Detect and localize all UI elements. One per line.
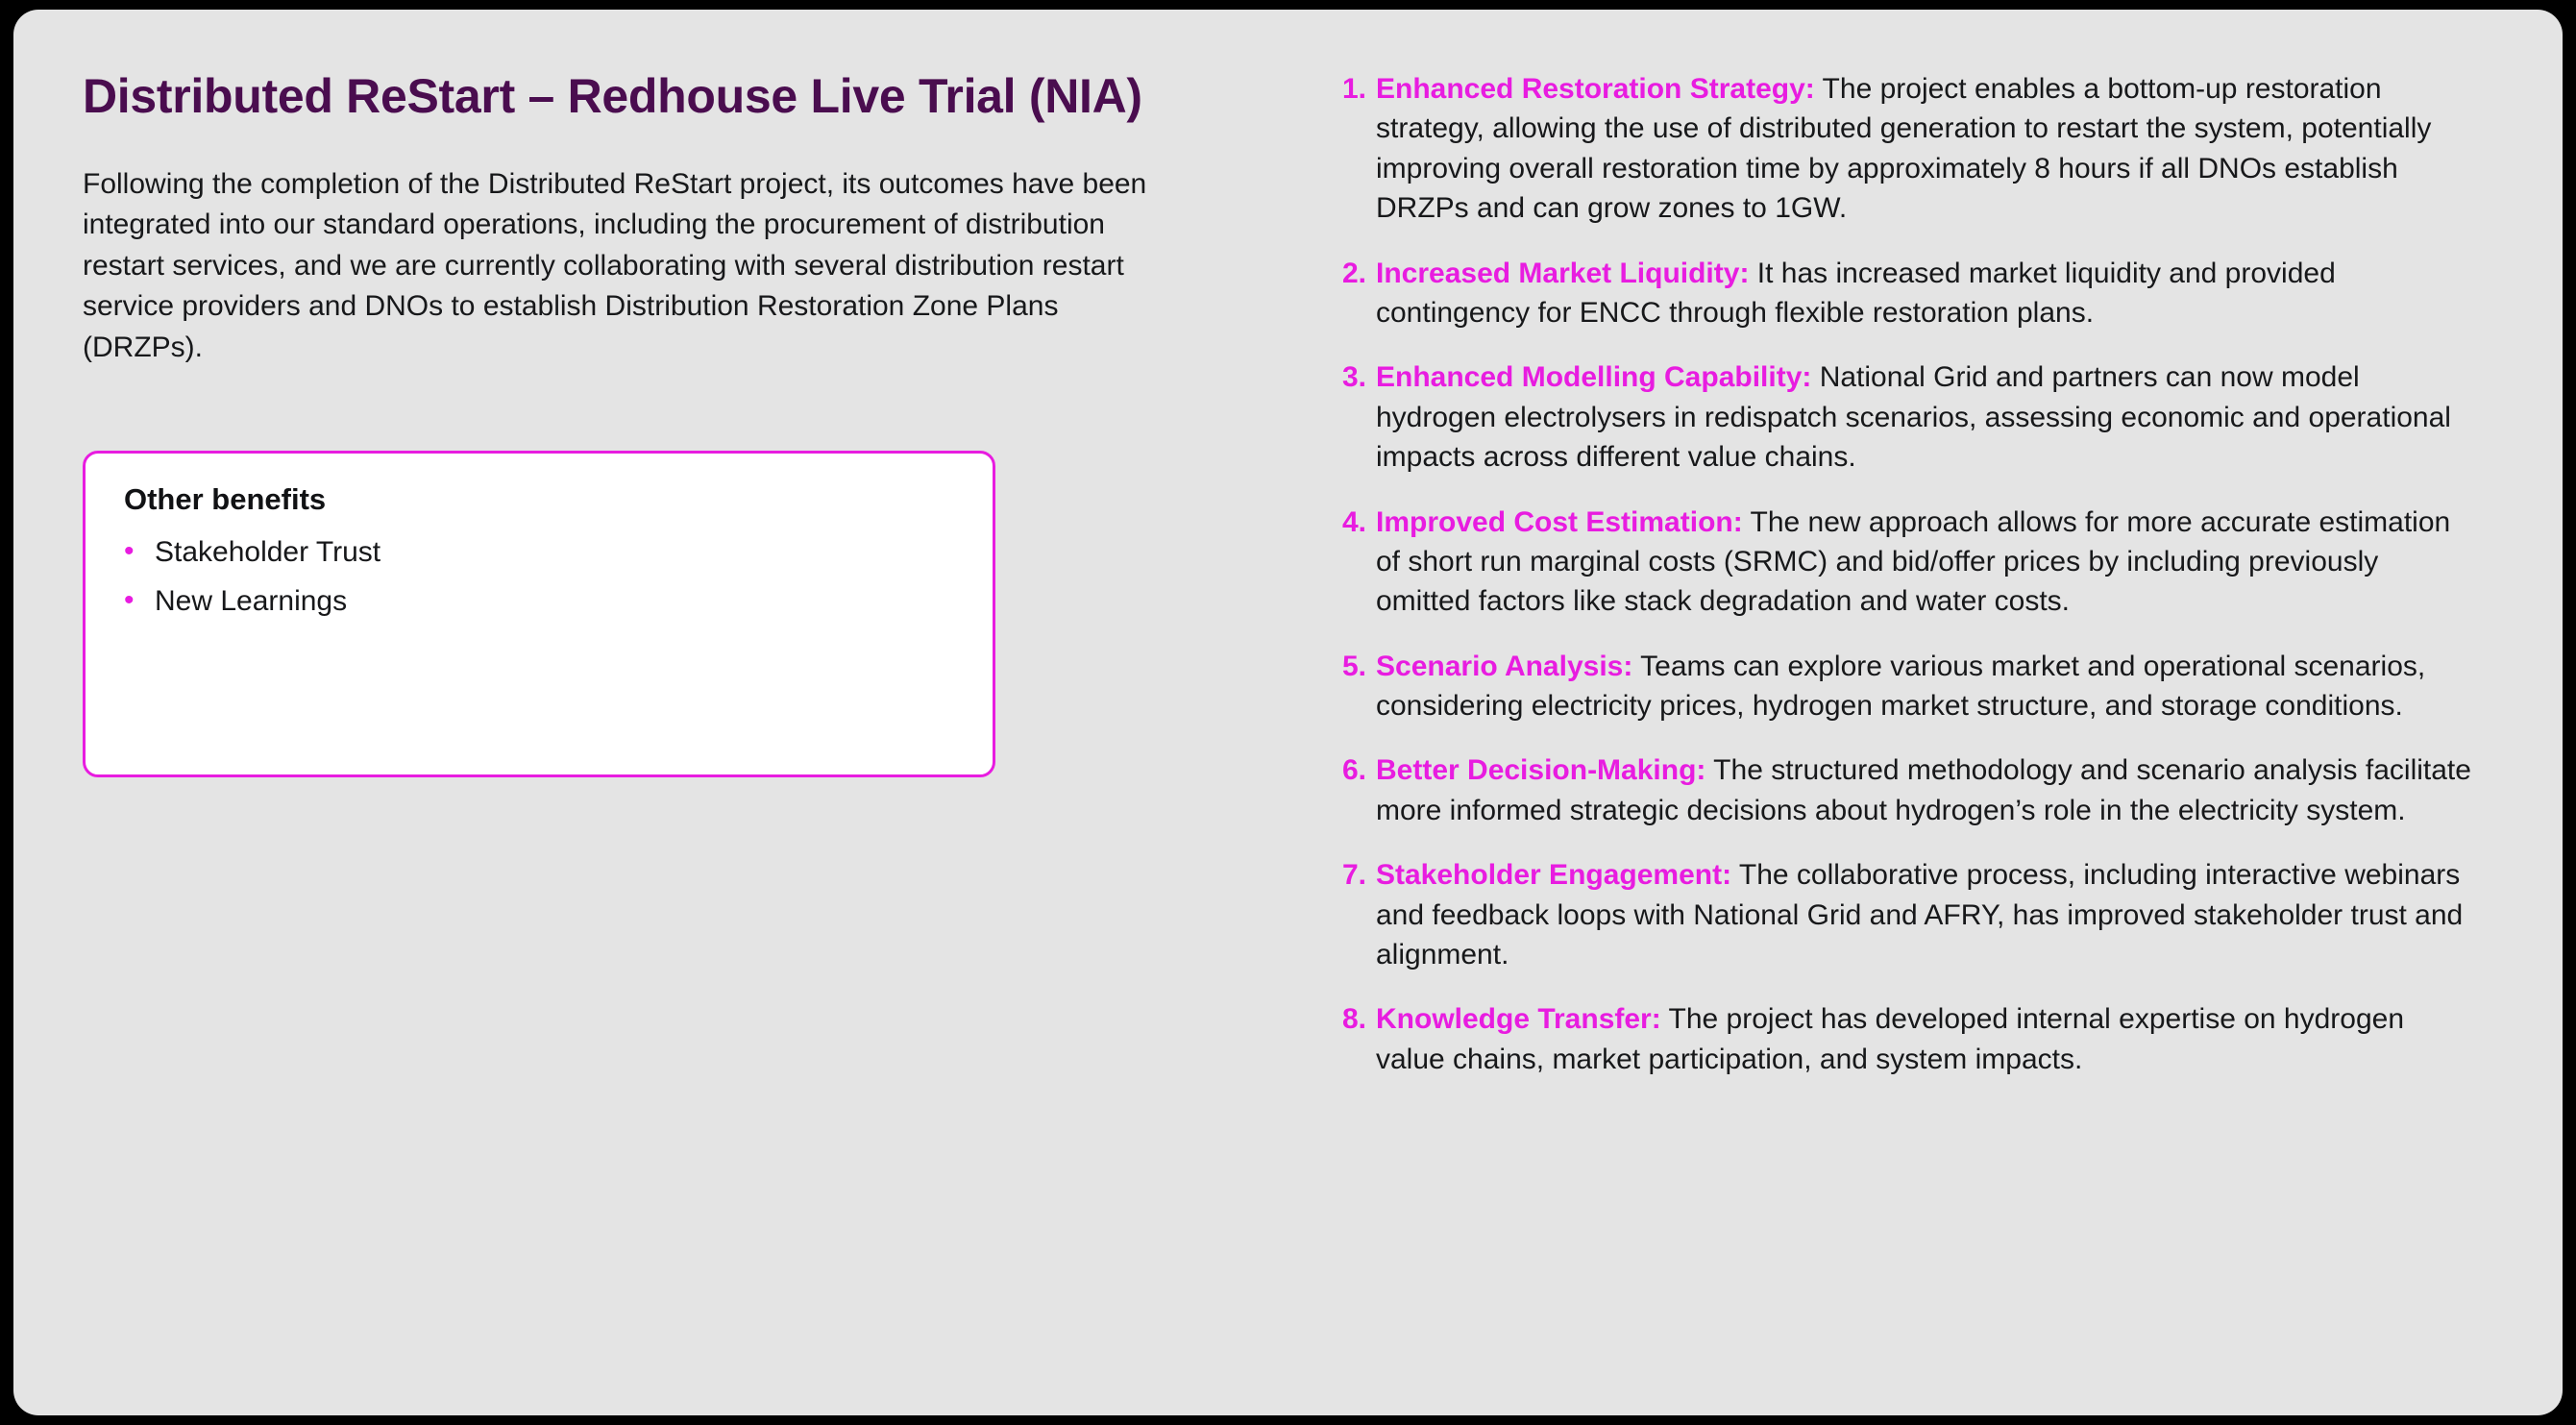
- list-item-body: [1376, 999, 2476, 1079]
- list-item: [1334, 69, 2476, 229]
- list-item-text: Teams can explore various market and operational scenarios, considering electricity prices, hydrogen market structure, and storage conditions.: [1376, 650, 2426, 723]
- list-item-lead: Increased Market Liquidity:: [1376, 257, 1750, 289]
- other-benefits-list: [124, 532, 954, 622]
- list-item: [1334, 254, 2476, 333]
- list-item: [1334, 999, 2476, 1079]
- list-item-number: 3.: [1341, 361, 1366, 394]
- list-item: [1334, 357, 2476, 477]
- list-item-lead: Stakeholder Engagement:: [1376, 859, 1732, 892]
- list-item: [124, 581, 954, 623]
- list-item-body: [1376, 69, 2476, 229]
- other-benefits-heading: Other benefits: [124, 482, 327, 517]
- list-item-body: [1376, 357, 2476, 477]
- list-item: [124, 532, 954, 574]
- list-item-body: [1376, 503, 2476, 622]
- list-item-body: [1376, 254, 2476, 333]
- list-item-number: 8.: [1341, 1003, 1366, 1036]
- list-item-number: 5.: [1341, 650, 1366, 682]
- list-item: [1334, 503, 2476, 622]
- list-item-number: 7.: [1341, 859, 1366, 892]
- list-item-body: [1376, 855, 2476, 974]
- list-item: [1334, 750, 2476, 830]
- numbered-benefits-list: [1334, 69, 2476, 1079]
- list-item-lead: Enhanced Modelling Capability:: [1376, 361, 1812, 394]
- list-item-text: The collaborative process, including interactive webinars and feedback loops with National Grid and AFRY, has improved stakeholder trust and alignment.: [1376, 859, 2464, 971]
- list-item: [1334, 855, 2476, 974]
- list-item-label: Stakeholder Trust: [155, 536, 381, 569]
- list-item: [1334, 647, 2476, 726]
- other-benefits-card: [83, 451, 995, 777]
- list-item-text: The project has developed internal expertise on hydrogen value chains, market participation, and system impacts.: [1376, 1003, 2405, 1075]
- list-item-lead: Improved Cost Estimation:: [1376, 505, 1743, 538]
- list-item-text: It has increased market liquidity and provided contingency for ENCC through flexible restoration plans.: [1376, 257, 2336, 329]
- list-item-number: 6.: [1341, 754, 1366, 787]
- list-item-text: The structured methodology and scenario analysis facilitate more informed strategic decisions about hydrogen’s role in the electricity system.: [1376, 754, 2471, 826]
- list-item-body: [1376, 750, 2476, 830]
- list-item-label: New Learnings: [155, 585, 348, 618]
- list-item-lead: Enhanced Restoration Strategy:: [1376, 73, 1815, 105]
- right-column: [1253, 10, 2563, 1415]
- list-item-number: 2.: [1341, 257, 1366, 289]
- slide-canvas: [13, 10, 2563, 1415]
- list-item-number: 1.: [1341, 73, 1366, 105]
- list-item-text: The new approach allows for more accurate estimation of short run marginal costs (SRMC) and bid/offer prices by including previously omitted factors like stack degradation and water costs.: [1376, 505, 2451, 618]
- list-item-number: 4.: [1341, 505, 1366, 538]
- intro-paragraph: Following the completion of the Distributed ReStart project, its outcomes have been integrated into our standard operations, including the procurement of distribution restart services, and we are currently collaborating with several distribution restart service providers and DNOs to establish Distribution Restoration Zone Plans (DRZPs).: [83, 167, 1147, 363]
- bullet-icon: •: [124, 535, 135, 568]
- list-item-lead: Scenario Analysis:: [1376, 650, 1633, 682]
- list-item-lead: Better Decision-Making:: [1376, 754, 1706, 787]
- list-item-body: [1376, 647, 2476, 726]
- slide-content: [13, 10, 2563, 1415]
- list-item-text: The project enables a bottom-up restoration strategy, allowing the use of distributed generation to restart the system, potentially improving overall restoration time by approximately 8 hours if all DNOs establish DRZPs and can grow zones to 1GW.: [1376, 73, 2432, 225]
- list-item-lead: Knowledge Transfer:: [1376, 1003, 1661, 1036]
- page-title: Distributed ReStart – Redhouse Live Trial (NIA): [83, 69, 1142, 123]
- bullet-icon: •: [124, 584, 135, 617]
- left-column: [13, 10, 1253, 1415]
- list-item-text: National Grid and partners can now model hydrogen electrolysers in redispatch scenarios, assessing economic and operational impacts across different value chains.: [1376, 361, 2451, 474]
